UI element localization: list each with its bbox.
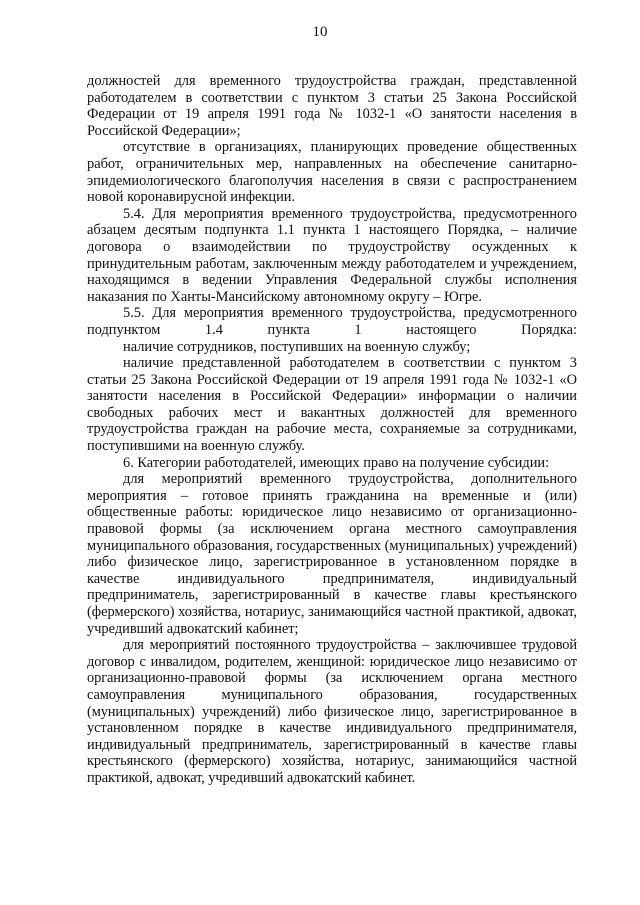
paragraph-5-5: 5.5. Для мероприятия временного трудоустройства, предусмотренного подпунктом 1.4 пункта 1 настоящего Порядка:: [87, 305, 577, 338]
paragraph-temporary-employment: для мероприятий временного трудоустройства, дополнительного мероприятия – готовое принять гражданина на временные и (или) общественные работы: юридическое лицо независимо от организационно-правовой формы (за исключением органа местного самоуправления муниципального образования, государственных (муниципальных) учреждений) либо физическое лицо, зарегистрированное в установленном порядке в качестве индивидуального предпринимателя, индивидуальный предприниматель, зарегистрированный в качестве главы крестьянского (фермерского) хозяйства, нотариус, занимающийся частной практикой, адвокат, учредивший адвокатский кабинет;: [87, 471, 577, 637]
paragraph-vacancy-info-military: наличие представленной работодателем в соответствии с пунктом 3 статьи 25 Закона Российской Федерации от 19 апреля 1991 года № 1032-1 «О занятости населения в Российской Федерации» информации о наличии свободных рабочих мест и вакантных должностей для временного трудоустройства граждан на рабочие места, сохраняемые за сотрудниками, поступившими на военную службу.: [87, 355, 577, 455]
paragraph-5-4: 5.4. Для мероприятия временного трудоустройства, предусмотренного абзацем десятым подпункта 1.1 пункта 1 настоящего Порядка, – наличие договора о взаимодействии по трудоустройству осужденных к принудительным работам, заключенным между работодателем и учреждением, находящимся в ведении Управления Федеральной службы исполнения наказания по Ханты-Мансийскому автономному округу – Югре.: [87, 205, 577, 305]
paragraph-permanent-employment: для мероприятий постоянного трудоустройства – заключившее трудовой договор с инвалидом, родителем, женщиной: юридическое лицо независимо от организационно-правовой формы (за исключением органа местного самоуправления муниципального образования, государственных (муниципальных) учреждений) либо физическое лицо, зарегистрированное в установленном порядке в качестве индивидуального предпринимателя, индивидуальный предприниматель, зарегистрированный в качестве главы крестьянского (фермерского) хозяйства, нотариус, занимающийся частной практикой, адвокат, учредивший адвокатский кабинет.: [87, 637, 577, 786]
paragraph-vacancy-info-end: должностей для временного трудоустройства граждан, представленной работодателем в соответствии с пунктом 3 статьи 25 Закона Российской Федерации от 19 апреля 1991 года № 1032-1 «О занятости населения в Российской Федерации»;: [87, 73, 577, 139]
document-body: [87, 73, 577, 787]
page-number: 10: [312, 24, 328, 40]
paragraph-military-staff: наличие сотрудников, поступивших на военную службу;: [123, 338, 471, 355]
paragraph-6-employer-categories: 6. Категории работодателей, имеющих право на получение субсидии:: [123, 454, 550, 471]
paragraph-no-restrictions: отсутствие в организациях, планирующих проведение общественных работ, ограничительных мер, направленных на обеспечение санитарно-эпидемиологического благополучия населения в связи с распространением новой коронавирусной инфекции.: [87, 139, 577, 206]
